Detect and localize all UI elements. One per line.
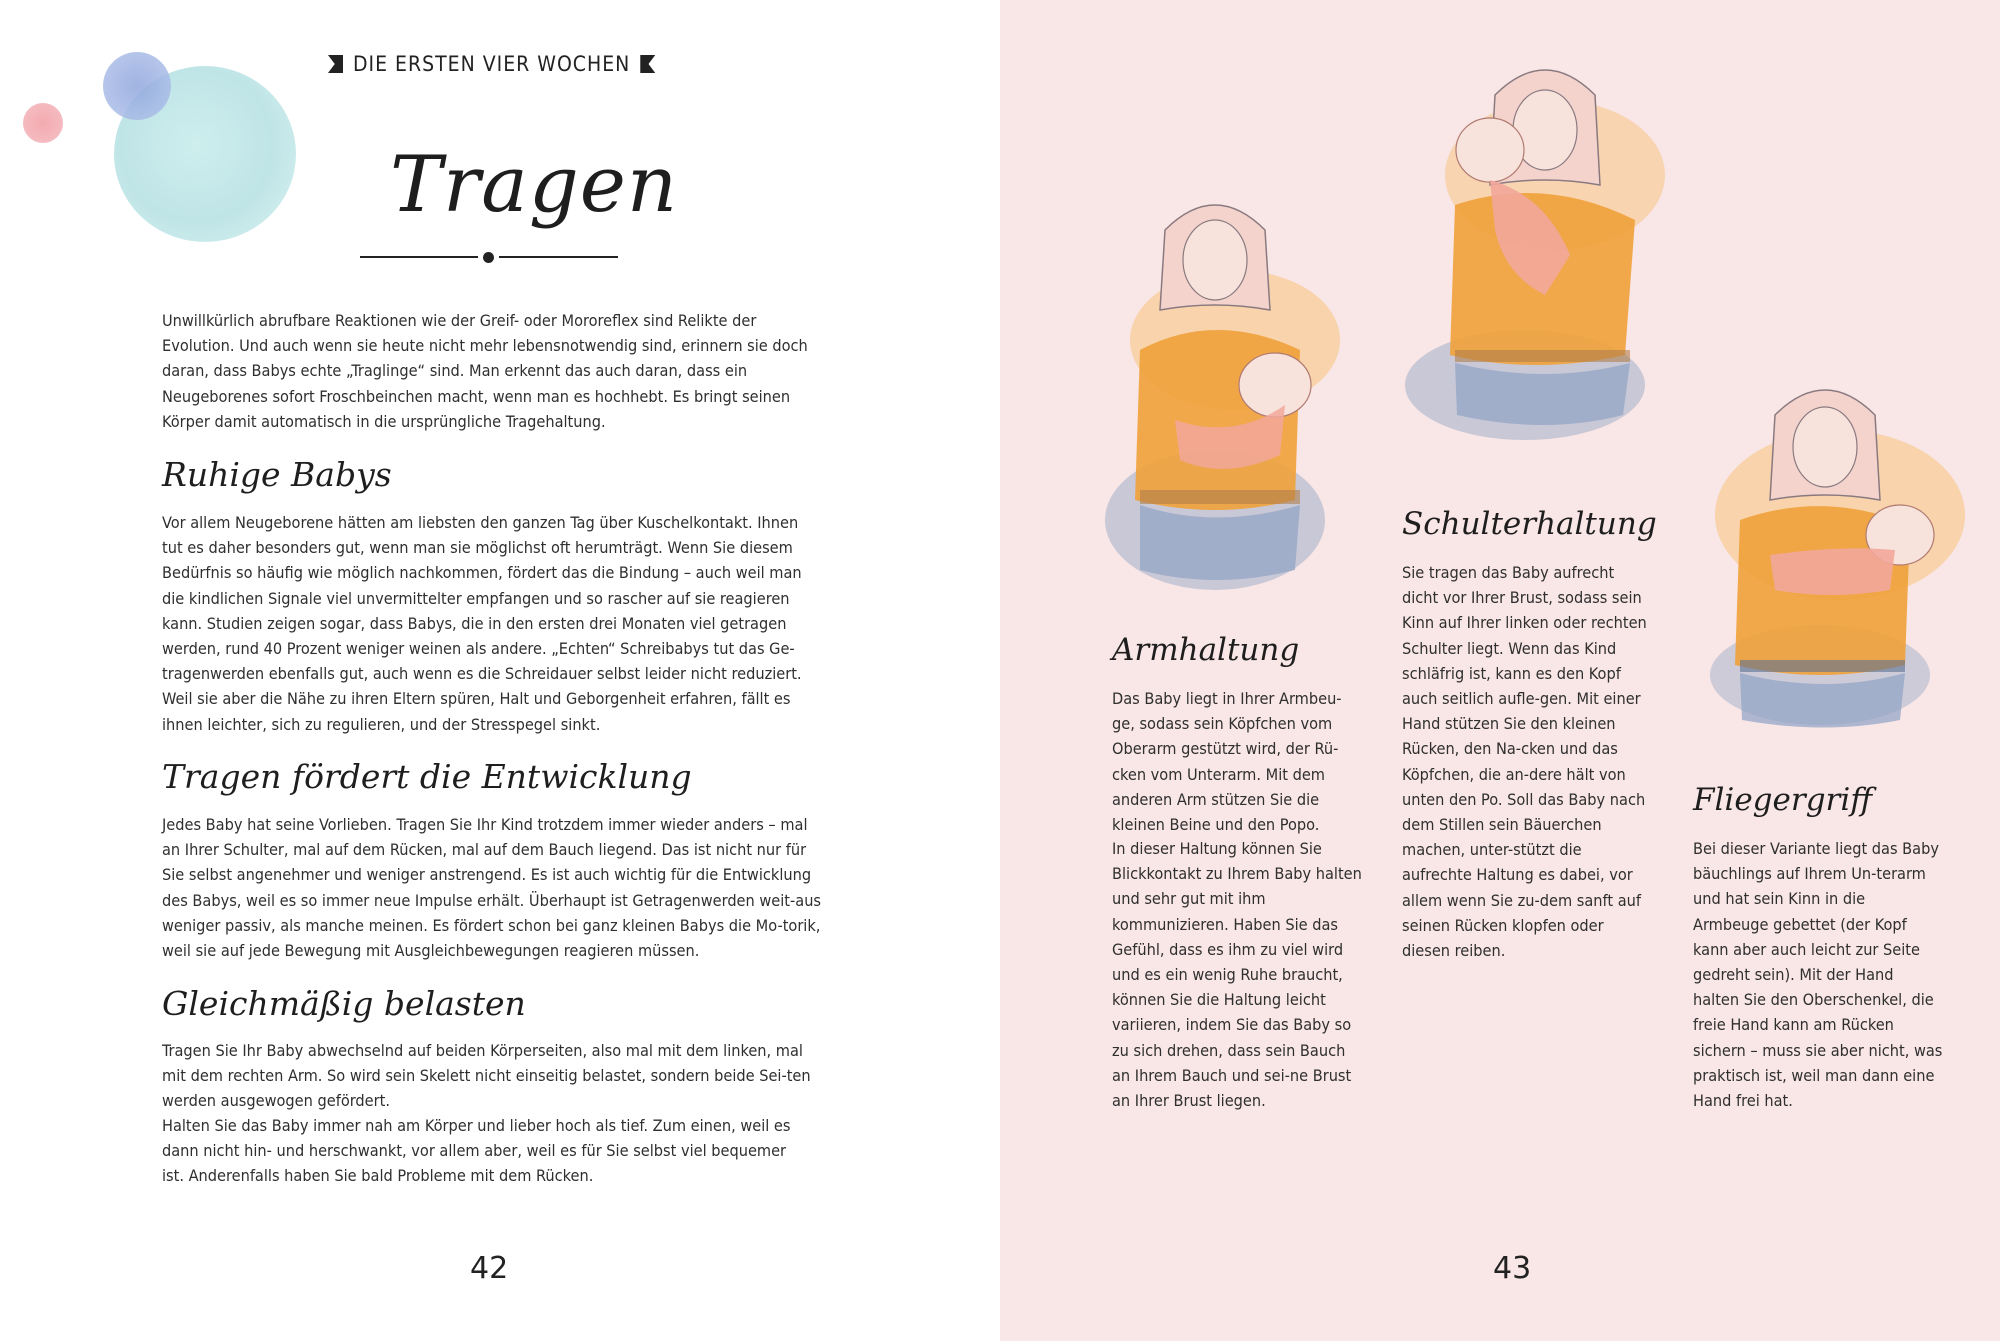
right-page bbox=[1000, 0, 2000, 1341]
paragraph-armhaltung-2: In dieser Haltung können Sie Blickkontakt zu Ihrem Baby halten und sehr gut mit ihm kommunizieren. Haben Sie das Gefühl, dass es ihm zu viel wird und es ein wenig Ruhe braucht, können Sie die Haltung leicht variieren, indem Sie das Baby so zu sich drehen, dass sein Bauch an Ihrem Bauch und sei-ne Brust an Ihrer Brust liegen. bbox=[1112, 839, 1362, 1111]
illustration-fliegergriff bbox=[1680, 375, 1980, 755]
heading-schulterhaltung: Schulterhaltung bbox=[1402, 506, 1657, 542]
heading-fliegergriff: Fliegergriff bbox=[1693, 782, 1873, 818]
running-head-text: DIE ERSTEN VIER WOCHEN bbox=[353, 52, 631, 76]
paragraph-gleichmaessig-2: Halten Sie das Baby immer nah am Körper und lieber hoch als tief. Zum einen, weil es dann nicht hin- und herschwankt, vor allem aber, weil es für Sie selbst viel bequemer ist. Anderenfalls haben Sie bald Probleme mit dem Rücken. bbox=[162, 1116, 791, 1186]
heading-gleichmaessig: Gleichmäßig belasten bbox=[162, 984, 526, 1023]
heading-ruhige-babys: Ruhige Babys bbox=[162, 455, 392, 494]
page-number-right: 43 bbox=[1493, 1251, 1532, 1286]
heading-armhaltung: Armhaltung bbox=[1112, 632, 1300, 668]
banner-left-icon bbox=[328, 55, 343, 73]
paragraph-schulterhaltung: Sie tragen das Baby aufrecht dicht vor Ihrer Brust, sodass sein Kinn auf Ihrer linken oder rechten Schulter liegt. Wenn das Kind schläfrig ist, kann es den Kopf auch seitlich aufle-gen. Mit einer Hand stützen Sie den kleinen Rücken, den Na-cken und das Köpfchen, die an-dere hält von unten den Po. Soll das Baby nach dem Stillen sein Bäuerchen machen, unter-stützt die aufrechte Haltung es dabei, vor allem wenn Sie zu-dem sanft auf seinen Rücken klopfen oder diesen reiben. bbox=[1402, 563, 1647, 961]
paragraph-armhaltung-1: Das Baby liegt in Ihrer Armbeu-ge, sodass sein Köpfchen vom Oberarm gestützt wird, der Rü-cken vom Unterarm. Mit dem anderen Arm stützen Sie die kleinen Beine und den Popo. bbox=[1112, 689, 1342, 835]
paragraph-ruhige-babys: Vor allem Neugeborene hätten am liebsten den ganzen Tag über Kuschelkontakt. Ihnen tut es daher besonders gut, wenn man sie möglichst oft herumträgt. Wenn Sie diesem Bedürfnis so häufig wie möglich nachkommen, fördert das die Bindung – auch weil man die kindlichen Signale viel unvermittelter empfangen und so rascher auf sie reagieren kann. Studien zeigen sogar, dass Babys, die in den ersten drei Monaten viel getragen werden, rund 40 Prozent weniger weinen als andere. „Echten“ Schreibabys tut das Ge-tragenwerden ebenfalls gut, auch wenn es die Schreidauer selbst leider nicht reduziert. Weil sie aber die Nähe zu ihren Eltern spüren, Halt und Geborgenheit erfahren, fällt es ihnen leichter, sich zu regulieren, und der Stresspegel sinkt. bbox=[162, 513, 802, 734]
illustration-schulterhaltung bbox=[1395, 55, 1675, 475]
banner-right-icon bbox=[640, 55, 655, 73]
watercolor-pink-dot bbox=[23, 103, 63, 143]
illustration-armhaltung bbox=[1095, 190, 1355, 610]
page-title: Tragen bbox=[390, 140, 679, 230]
intro-paragraph: Unwillkürlich abrufbare Reaktionen wie der Greif- oder Mororeflex sind Relikte der Evolution. Und auch wenn sie heute nicht mehr lebensnotwendig sind, erinnern sie doch daran, dass Babys echte „Traglinge“ sind. Man erkennt das auch daran, dass ein Neugeborenes sofort Froschbeinchen macht, wenn man es hochhebt. Es bringt seinen Körper damit automatisch in die ursprüngliche Tragehaltung. bbox=[162, 311, 808, 431]
paragraph-entwicklung: Jedes Baby hat seine Vorlieben. Tragen Sie Ihr Kind trotzdem immer wieder anders – mal an Ihrer Schulter, mal auf dem Rücken, mal auf dem Bauch liegend. Das ist nicht nur für Sie selbst angenehmer und weniger anstrengend. Es ist auch wichtig für die Entwicklung des Babys, weil es so immer neue Impulse erhält. Überhaupt ist Getragenwerden weit-aus weniger passiv, als manche meinen. Es fördert schon bei ganz kleinen Babys die Mo-torik, weil sie auf jede Bewegung mit Ausgleichbewegungen reagieren müssen. bbox=[162, 815, 822, 961]
page-number-left: 42 bbox=[470, 1251, 509, 1286]
watercolor-blue-circle bbox=[103, 52, 171, 120]
heading-entwicklung: Tragen fördert die Entwicklung bbox=[162, 757, 692, 796]
paragraph-fliegergriff: Bei dieser Variante liegt das Baby bäuchlings auf Ihrem Un-terarm und hat sein Kinn in die Armbeuge gebettet (der Kopf kann aber auch leicht zur Seite gedreht sein). Mit der Hand halten Sie den Oberschenkel, die freie Hand kann am Rücken sichern – muss sie aber nicht, was praktisch ist, weil man dann eine Hand frei hat. bbox=[1693, 839, 1943, 1111]
divider-dot-icon bbox=[483, 252, 494, 263]
running-head bbox=[328, 52, 655, 76]
title-divider bbox=[360, 251, 618, 263]
paragraph-gleichmaessig-1: Tragen Sie Ihr Baby abwechselnd auf beiden Körperseiten, also mal mit dem linken, mal mit dem rechten Arm. So wird sein Skelett nicht einseitig belastet, sondern beide Sei-ten werden ausgewogen gefördert. bbox=[162, 1041, 811, 1111]
